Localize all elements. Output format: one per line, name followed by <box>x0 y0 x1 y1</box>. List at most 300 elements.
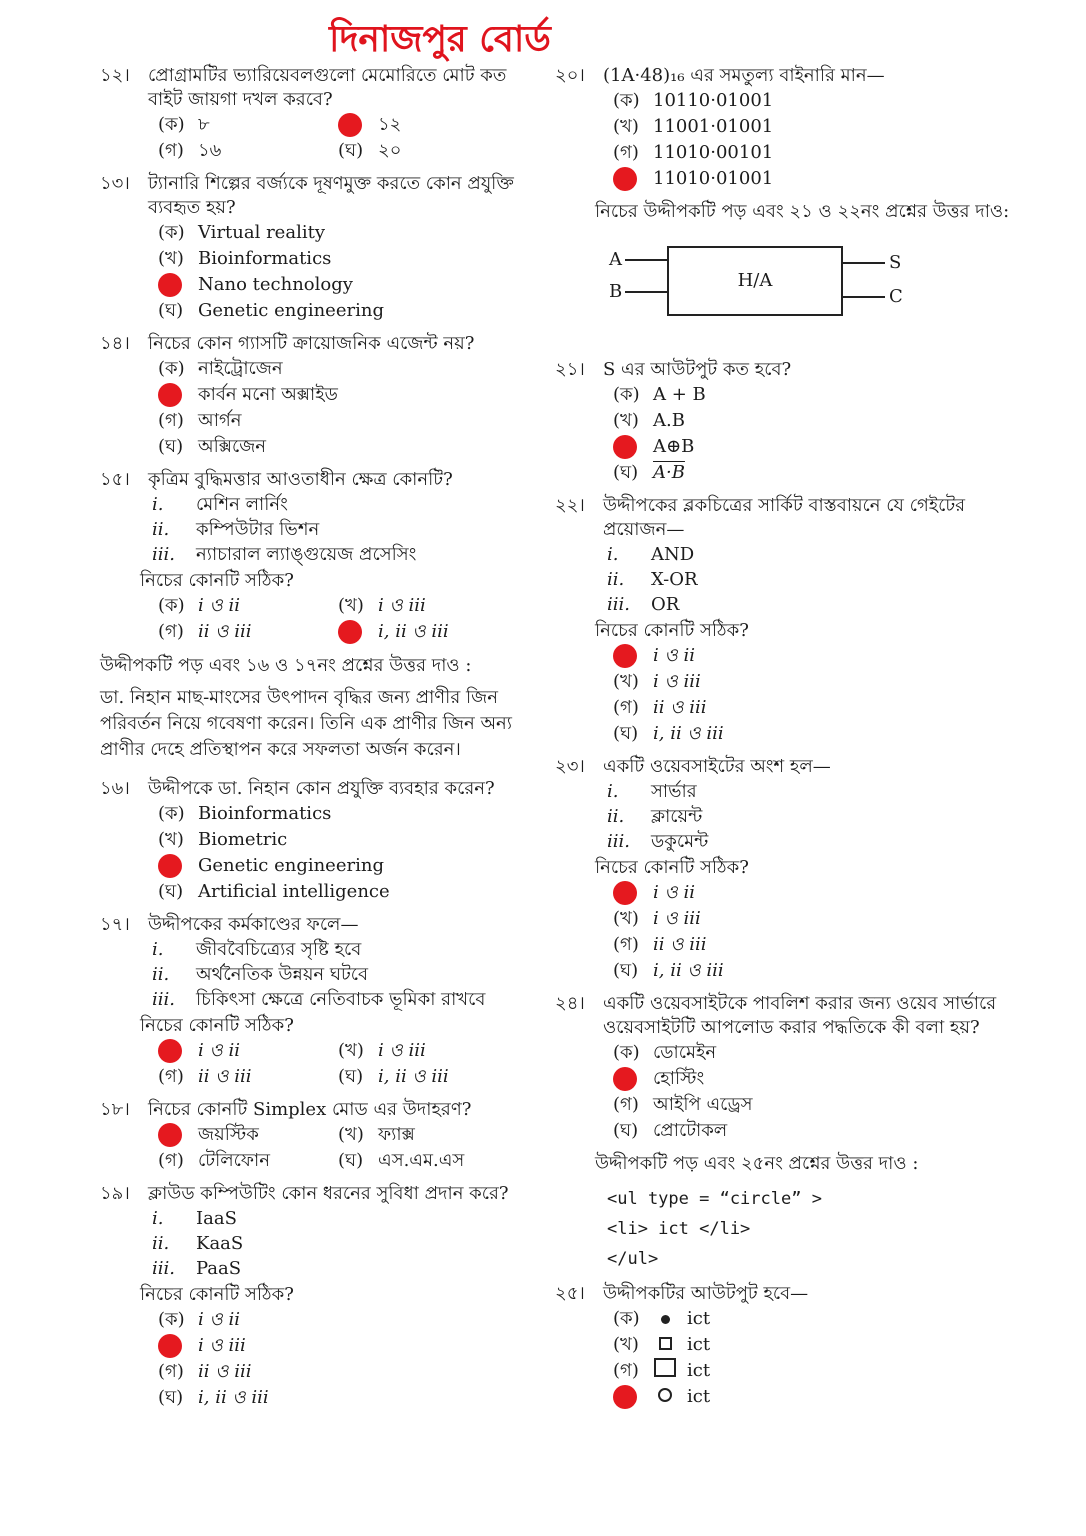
option-text: ii ও iii <box>198 1361 252 1382</box>
option[interactable] <box>158 112 338 138</box>
question-text: S এর আউটপুট কত হবে? <box>603 359 792 380</box>
answer-mark <box>613 881 637 905</box>
option-label: (ক) <box>613 1042 640 1063</box>
question-number: ২০। <box>555 65 585 86</box>
output-s-wire <box>843 262 885 264</box>
which-correct-prompt: নিচের কোনটি সঠিক? <box>140 1284 294 1305</box>
option[interactable] <box>338 1038 518 1064</box>
option-correct[interactable] <box>613 1384 1015 1410</box>
option-label: (ক) <box>613 1308 640 1329</box>
options <box>613 382 1015 486</box>
option-text: A⊕B <box>653 436 695 457</box>
statement <box>152 1256 540 1281</box>
roman-numeral: iii. <box>607 830 630 852</box>
roman-numeral: iii. <box>152 1257 175 1279</box>
question-17 <box>100 913 540 1090</box>
question-25 <box>555 1282 1015 1410</box>
statement-list <box>607 779 1015 854</box>
option-label: (ঘ) <box>338 1066 364 1087</box>
half-adder-block <box>667 246 843 316</box>
statement-text: AND <box>651 543 695 565</box>
answer-mark <box>613 1067 637 1091</box>
option[interactable] <box>158 408 540 434</box>
statement <box>152 542 540 567</box>
options <box>158 801 540 905</box>
option[interactable] <box>158 138 338 164</box>
option-label: (গ) <box>158 140 184 161</box>
option-label: (ঘ) <box>613 1120 639 1141</box>
statement-list <box>152 1206 540 1281</box>
option-text: ii ও iii <box>653 697 707 718</box>
question-number: ২৪। <box>555 993 585 1014</box>
circle-bullet-icon <box>653 1385 677 1409</box>
roman-numeral: ii. <box>152 1232 170 1254</box>
option-label: (ঘ) <box>338 1150 364 1171</box>
option-label: (ক) <box>158 595 185 616</box>
input-a-wire <box>625 259 667 261</box>
question-text: কৃত্রিম বুদ্ধিমত্তার আওতাধীন ক্ষেত্র কোনটি? <box>148 469 453 490</box>
option-correct[interactable] <box>158 853 540 879</box>
option-label: (খ) <box>158 829 184 850</box>
option-label: (খ) <box>338 1040 364 1061</box>
option-text: i ও ii <box>198 595 240 616</box>
options <box>613 1306 1015 1410</box>
question-22 <box>555 494 1015 747</box>
roman-numeral: i. <box>607 543 619 565</box>
option[interactable] <box>613 1040 1015 1066</box>
option-text: ১২ <box>378 114 402 135</box>
option[interactable] <box>158 619 338 645</box>
option-text: আইপি এড্রেস <box>653 1094 753 1115</box>
small-square-bullet-icon <box>653 1333 677 1357</box>
code-line: <ul type = “circle” > <box>607 1189 822 1209</box>
option[interactable] <box>613 1092 1015 1118</box>
statement <box>152 1206 540 1231</box>
option[interactable] <box>158 220 540 246</box>
options <box>158 1122 540 1174</box>
option-text: i ও iii <box>653 908 701 929</box>
roman-numeral: ii. <box>152 518 170 540</box>
question-20 <box>555 64 1015 192</box>
statement-text: অর্থনৈতিক উন্নয়ন ঘটবে <box>196 963 369 985</box>
option[interactable] <box>613 906 1015 932</box>
option[interactable] <box>338 138 518 164</box>
stimulus-heading: নিচের উদ্দীপকটি পড় এবং ২১ ও ২২নং প্রশ্নের উত্তর দাও: <box>595 201 1010 222</box>
option-correct[interactable] <box>158 272 540 298</box>
option-label: (গ) <box>158 1066 184 1087</box>
input-a-label: A <box>609 249 622 270</box>
answer-mark <box>613 1385 637 1409</box>
option-label: (ক) <box>158 1309 185 1330</box>
option-text: প্রোটোকল <box>653 1120 728 1141</box>
statement <box>607 829 1015 854</box>
roman-numeral: iii. <box>152 543 175 565</box>
statement <box>152 1231 540 1256</box>
option-text: ২০ <box>378 140 402 161</box>
option-text: Bioinformatics <box>198 803 332 824</box>
option[interactable] <box>158 1385 540 1411</box>
statement <box>152 517 540 542</box>
option-text: 11010·00101 <box>653 142 774 163</box>
roman-numeral: i. <box>152 938 164 960</box>
option-label: (ঘ) <box>613 960 639 981</box>
option-text: ii ও iii <box>198 621 252 642</box>
option-label: (ক) <box>613 90 640 111</box>
option-correct[interactable] <box>613 880 1015 906</box>
option-text: 11001·01001 <box>653 116 774 137</box>
option-text: Genetic engineering <box>198 855 384 876</box>
option-label: (ঘ) <box>158 1387 184 1408</box>
input-b-label: B <box>609 281 623 302</box>
statement-list <box>607 542 1015 617</box>
option-label: (ঘ) <box>158 436 184 457</box>
option-label: (খ) <box>613 410 639 431</box>
page-title: দিনাজপুর বোর্ড <box>329 19 551 60</box>
roman-numeral: i. <box>152 493 164 515</box>
option-correct[interactable] <box>613 643 1015 669</box>
option-label: (খ) <box>613 1334 639 1355</box>
statement <box>607 567 1015 592</box>
option-text: ডোমেইন <box>653 1042 717 1063</box>
statement-text: ডকুমেন্ট <box>651 830 709 852</box>
question-number: ১৬। <box>100 778 130 799</box>
option[interactable] <box>613 1332 1015 1358</box>
option-text: i, ii ও iii <box>378 621 449 642</box>
option-text: i ও iii <box>378 595 426 616</box>
option-text: A + B <box>653 384 706 405</box>
statement-text: IaaS <box>196 1207 237 1229</box>
statement-text: PaaS <box>196 1257 242 1279</box>
option-text: i ও ii <box>198 1040 240 1061</box>
question-13 <box>100 172 540 324</box>
which-correct-prompt: নিচের কোনটি সঠিক? <box>595 857 749 878</box>
option-label: (খ) <box>338 595 364 616</box>
option[interactable] <box>613 958 1015 984</box>
answer-mark <box>158 1039 182 1063</box>
option-text: i ও iii <box>653 671 701 692</box>
option[interactable] <box>613 88 1015 114</box>
option[interactable] <box>158 1148 338 1174</box>
options <box>158 1038 540 1090</box>
statement-list <box>152 937 540 1012</box>
question-number: ১২। <box>100 65 130 86</box>
option-correct[interactable] <box>158 1038 338 1064</box>
option-text: ict <box>687 1334 711 1355</box>
options <box>158 593 540 645</box>
options <box>613 1040 1015 1144</box>
question-text: একটি ওয়েবসাইটের অংশ হল— <box>603 756 831 777</box>
statement-text: মেশিন লার্নিং <box>196 493 288 515</box>
question-number: ১৫। <box>100 469 130 490</box>
option-label: (গ) <box>613 934 639 955</box>
statement-text: জীববৈচিত্র্যের সৃষ্টি হবে <box>196 938 362 960</box>
option-correct[interactable] <box>613 434 1015 460</box>
option-label: (খ) <box>613 116 639 137</box>
option-text: 11010·01001 <box>653 168 774 189</box>
question-21 <box>555 358 1015 486</box>
option[interactable] <box>613 408 1015 434</box>
option-label: (খ) <box>338 1124 364 1145</box>
question-16 <box>100 777 540 905</box>
option-text: ফ্যাক্স <box>378 1124 415 1145</box>
roman-numeral: iii. <box>607 593 630 615</box>
option[interactable] <box>338 593 518 619</box>
answer-mark <box>158 273 182 297</box>
option-text: কার্বন মনো অক্সাইড <box>198 384 338 405</box>
option[interactable] <box>338 1064 518 1090</box>
option-label: (ঘ) <box>158 881 184 902</box>
option-label: (খ) <box>158 248 184 269</box>
option[interactable] <box>158 434 540 460</box>
stimulus-heading: উদ্দীপকটি পড় এবং ২৫নং প্রশ্নের উত্তর দাও : <box>595 1153 919 1174</box>
options <box>613 880 1015 984</box>
option-label: (ক) <box>613 384 640 405</box>
statement <box>152 937 540 962</box>
question-number: ২১। <box>555 359 585 380</box>
question-text: একটি ওয়েবসাইটকে পাবলিশ করার জন্য ওয়েব সার্ভারে ওয়েবসাইটটি আপলোড করার পদ্ধতিকে কী বলা হয়? <box>603 993 997 1038</box>
options <box>613 643 1015 747</box>
option-text: Nano technology <box>198 274 353 295</box>
statement <box>152 492 540 517</box>
option[interactable] <box>338 1148 518 1174</box>
option-label: (গ) <box>158 621 184 642</box>
options <box>158 1307 540 1411</box>
answer-mark <box>613 644 637 668</box>
answer-mark <box>158 383 182 407</box>
option-text: i, ii ও iii <box>378 1066 449 1087</box>
question-text: উদ্দীপকটির আউটপুট হবে— <box>603 1283 809 1304</box>
option-label: (ঘ) <box>613 723 639 744</box>
option-text: i, ii ও iii <box>653 723 724 744</box>
question-number: ১৯। <box>100 1183 130 1204</box>
option[interactable] <box>613 140 1015 166</box>
html-code-snippet <box>607 1184 1015 1274</box>
answer-mark <box>338 620 362 644</box>
question-text: প্রোগ্রামটির ভ্যারিয়েবলগুলো মেমোরিতে মোট কত বাইট জায়গা দখল করবে? <box>148 65 507 110</box>
option-text: i ও iii <box>378 1040 426 1061</box>
statement <box>607 779 1015 804</box>
which-correct-prompt: নিচের কোনটি সঠিক? <box>140 1015 294 1036</box>
question-text: উদ্দীপকের ব্লকচিত্রের সার্কিট বাস্তবায়নে যে গেইটের প্রয়োজন— <box>603 495 966 540</box>
option[interactable] <box>613 460 1015 486</box>
roman-numeral: i. <box>607 780 619 802</box>
options <box>158 356 540 460</box>
question-text: নিচের কোন গ্যাসটি ক্রায়োজনিক এজেন্ট নয়? <box>148 333 475 354</box>
options <box>613 88 1015 192</box>
roman-numeral: ii. <box>607 568 625 590</box>
option[interactable] <box>158 246 540 272</box>
statement-text: কম্পিউটার ভিশন <box>196 518 320 540</box>
option[interactable] <box>158 593 338 619</box>
option-text: ৮ <box>198 114 210 135</box>
input-b-wire <box>625 291 667 293</box>
option-text: i, ii ও iii <box>198 1387 269 1408</box>
stimulus-16-17 <box>100 653 540 763</box>
answer-mark <box>613 167 637 191</box>
option[interactable] <box>613 721 1015 747</box>
option-label: (গ) <box>613 697 639 718</box>
option-text: ict <box>687 1360 711 1381</box>
option[interactable] <box>613 382 1015 408</box>
option-text: এস.এম.এস <box>378 1150 465 1171</box>
option-label: (গ) <box>613 142 639 163</box>
code-line: </ul> <box>607 1249 659 1269</box>
roman-numeral: i. <box>152 1207 164 1229</box>
question-text: (1A·48)₁₆ এর সমতুল্য বাইনারি মান— <box>603 65 885 86</box>
half-adder-diagram <box>555 232 1015 350</box>
option-text: A·B <box>653 462 685 483</box>
option[interactable] <box>158 1359 540 1385</box>
option-text: A.B <box>653 410 685 431</box>
option[interactable] <box>158 801 540 827</box>
option[interactable] <box>158 298 540 324</box>
filled-disc-bullet-icon <box>653 1307 677 1331</box>
question-14 <box>100 332 540 460</box>
option-label: (ক) <box>158 358 185 379</box>
answer-mark <box>338 113 362 137</box>
statement-text: ক্লায়েন্ট <box>651 805 703 827</box>
statement-text: ন্যাচারাল ল্যাঙ্গুয়েজ প্রসেসিং <box>196 543 417 565</box>
option-text: টেলিফোন <box>198 1150 271 1171</box>
question-text: উদ্দীপকে ডা. নিহান কোন প্রযুক্তি ব্যবহার করেন? <box>148 778 495 799</box>
option-text: ict <box>687 1386 711 1407</box>
option-label: (ক) <box>158 114 185 135</box>
option[interactable] <box>613 932 1015 958</box>
option-label: (ঘ) <box>158 300 184 321</box>
question-number: ১৭। <box>100 914 130 935</box>
option-correct[interactable] <box>613 166 1015 192</box>
question-12 <box>100 64 540 164</box>
option-label: (ঘ) <box>613 462 639 483</box>
option-text: Genetic engineering <box>198 300 384 321</box>
answer-mark <box>158 854 182 878</box>
option-text: অক্সিজেন <box>198 436 267 457</box>
option-label: (গ) <box>158 410 184 431</box>
option[interactable] <box>158 356 540 382</box>
output-c-wire <box>843 296 885 298</box>
option-text: 10110·01001 <box>653 90 774 111</box>
option-label: (গ) <box>613 1094 639 1115</box>
option-label: (গ) <box>613 1360 639 1381</box>
output-c-label: C <box>889 286 903 307</box>
statement-text: চিকিৎসা ক্ষেত্রে নেতিবাচক ভূমিকা রাখবে <box>196 988 486 1010</box>
roman-numeral: ii. <box>607 805 625 827</box>
option-label: (খ) <box>613 671 639 692</box>
question-number: ১৩। <box>100 173 130 194</box>
block-label: H/A <box>737 270 773 291</box>
question-text: নিচের কোনটি Simplex মোড এর উদাহরণ? <box>148 1099 472 1120</box>
question-24 <box>555 992 1015 1144</box>
answer-mark <box>158 1334 182 1358</box>
question-number: ১৮। <box>100 1099 130 1120</box>
which-correct-prompt: নিচের কোনটি সঠিক? <box>595 620 749 641</box>
option-text: Virtual reality <box>198 222 325 243</box>
which-correct-prompt: নিচের কোনটি সঠিক? <box>140 570 294 591</box>
option[interactable] <box>338 1122 518 1148</box>
option-text: ১৬ <box>198 140 222 161</box>
option-correct[interactable] <box>158 1122 338 1148</box>
option[interactable] <box>613 695 1015 721</box>
option-text: i ও ii <box>198 1309 240 1330</box>
option-label: (গ) <box>158 1150 184 1171</box>
statement <box>607 542 1015 567</box>
option-correct[interactable] <box>338 112 518 138</box>
option[interactable] <box>158 1064 338 1090</box>
option-text: ict <box>687 1308 711 1329</box>
square-bullet-icon <box>653 1358 677 1384</box>
option-label: (গ) <box>158 1361 184 1382</box>
option-text: i ও ii <box>653 882 695 903</box>
option-label: (ঘ) <box>338 140 364 161</box>
statement-list <box>152 492 540 567</box>
question-number: ২২। <box>555 495 585 516</box>
output-s-label: S <box>889 252 902 273</box>
option-text: Bioinformatics <box>198 248 332 269</box>
answer-mark <box>158 1123 182 1147</box>
option-text: i ও ii <box>653 645 695 666</box>
question-text: ট্যানারি শিল্পের বর্জ্যকে দূষণমুক্ত করতে কোন প্রযুক্তি ব্যবহৃত হয়? <box>148 173 514 218</box>
left-column <box>100 64 540 1419</box>
option[interactable] <box>158 879 540 905</box>
option-correct[interactable] <box>338 619 518 645</box>
roman-numeral: iii. <box>152 988 175 1010</box>
option[interactable] <box>613 114 1015 140</box>
stimulus-body: ডা. নিহান মাছ-মাংসের উৎপাদন বৃদ্ধির জন্য প্রাণীর জিন পরিবর্তন নিয়ে গবেষণা করেন। তিনি এক প্রাণীর জিন অন্য প্রাণীর দেহে প্রতিস্থাপন করে সফলতা অর্জন করেন। <box>100 687 512 760</box>
option-text: আর্গন <box>198 410 242 431</box>
question-19 <box>100 1182 540 1411</box>
option-label: (ক) <box>158 222 185 243</box>
statement-text: X-OR <box>651 568 698 590</box>
option-correct[interactable] <box>158 1333 540 1359</box>
option-text: হোস্টিং <box>653 1068 705 1089</box>
answer-mark <box>613 435 637 459</box>
question-18 <box>100 1098 540 1174</box>
option-text: Biometric <box>198 829 288 850</box>
option-text: Artificial intelligence <box>198 881 390 902</box>
option[interactable] <box>613 669 1015 695</box>
option-text: i, ii ও iii <box>653 960 724 981</box>
option-correct[interactable] <box>158 382 540 408</box>
option-label: (ক) <box>158 803 185 824</box>
option-text: নাইট্রোজেন <box>198 358 283 379</box>
stimulus-heading: উদ্দীপকটি পড় এবং ১৬ ও ১৭নং প্রশ্নের উত্তর দাও : <box>100 655 472 676</box>
statement-text: সার্ভার <box>651 780 697 802</box>
statement-text: KaaS <box>196 1232 244 1254</box>
code-line: <li> ict </li> <box>607 1219 751 1239</box>
options <box>158 112 540 164</box>
option[interactable] <box>613 1358 1015 1384</box>
question-number: ১৪। <box>100 333 130 354</box>
option-text: ii ও iii <box>198 1066 252 1087</box>
option[interactable] <box>613 1118 1015 1144</box>
option-correct[interactable] <box>613 1066 1015 1092</box>
statement <box>152 987 540 1012</box>
statement <box>152 962 540 987</box>
question-number: ২৫। <box>555 1283 585 1304</box>
option[interactable] <box>613 1306 1015 1332</box>
option-text: i ও iii <box>198 1335 246 1356</box>
question-number: ২৩। <box>555 756 585 777</box>
statement <box>607 804 1015 829</box>
roman-numeral: ii. <box>152 963 170 985</box>
option[interactable] <box>158 827 540 853</box>
option-text: ii ও iii <box>653 934 707 955</box>
option-label: (খ) <box>613 908 639 929</box>
options <box>158 220 540 324</box>
option-text: জয়স্টিক <box>198 1124 259 1145</box>
question-15 <box>100 468 540 645</box>
option[interactable] <box>158 1307 540 1333</box>
